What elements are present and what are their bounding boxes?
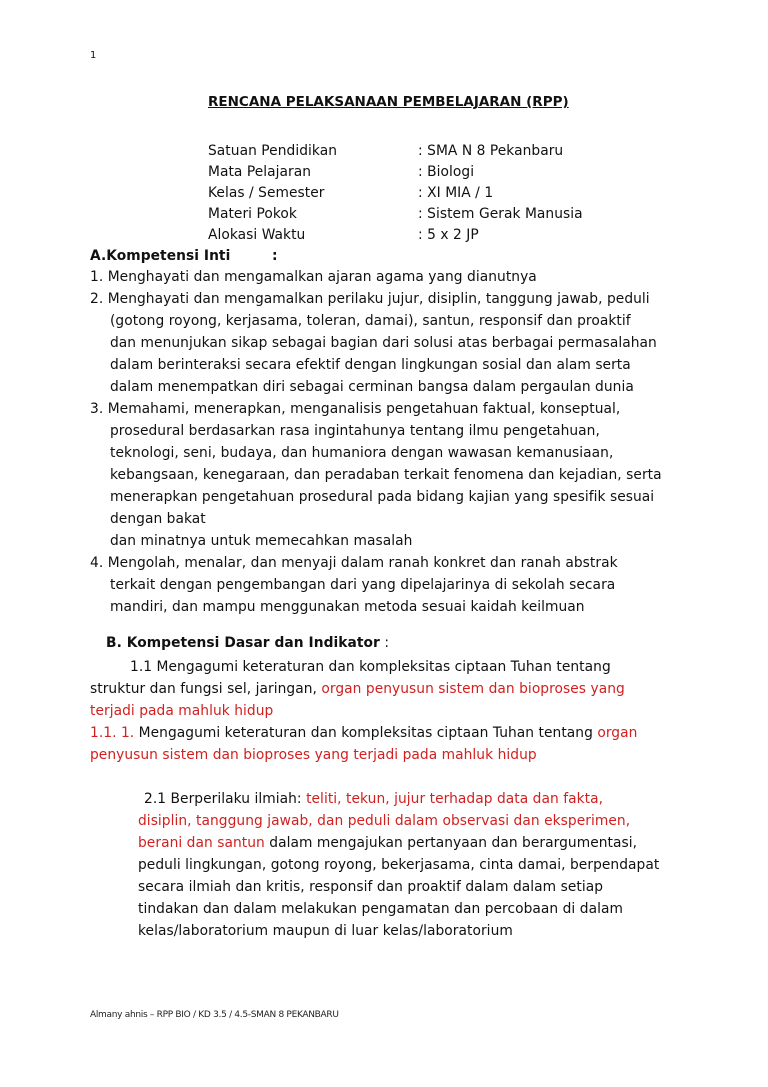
kd-1-1-line2-red: organ penyusun sistem dan bioproses yang bbox=[321, 681, 625, 697]
identity-value-subject: : Biologi bbox=[418, 164, 475, 180]
section-a-heading: A.Kompetensi Inti bbox=[90, 248, 231, 264]
ki-line: 1. Menghayati dan mengamalkan ajaran agama yang dianutnya bbox=[90, 269, 537, 285]
kd-2-1-line5: secara ilmiah dan kritis, responsif dan proaktif dalam dalam setiap bbox=[138, 879, 604, 895]
ki-line: 2. Menghayati dan mengamalkan perilaku jujur, disiplin, tanggung jawab, peduli bbox=[90, 291, 650, 307]
ki-line: prosedural berdasarkan rasa ingintahunya tentang ilmu pengetahuan, bbox=[110, 423, 600, 439]
ki-line: dan minatnya untuk memecahkan masalah bbox=[110, 533, 413, 549]
ki-line: 3. Memahami, menerapkan, menganalisis pengetahuan faktual, konseptual, bbox=[90, 401, 621, 417]
kd-2-1-line4: peduli lingkungan, gotong royong, bekerjasama, cinta damai, berpendapat bbox=[138, 857, 660, 873]
ki-line: kebangsaan, kenegaraan, dan peradaban terkait fenomena dan kejadian, serta bbox=[110, 467, 662, 483]
kd-1-1-line2-black: struktur dan fungsi sel, jaringan, bbox=[90, 681, 322, 697]
ki-line: dalam menempatkan diri sebagai cerminan bangsa dalam pergaulan dunia bbox=[110, 379, 634, 395]
kd-2-1-line2: disiplin, tanggung jawab, dan peduli dalam observasi dan eksperimen, bbox=[138, 813, 631, 829]
kd-2-1-line1-black: 2.1 Berperilaku ilmiah: bbox=[144, 791, 307, 807]
kd-2-1-line1-red: teliti, tekun, jujur terhadap data dan fakta, bbox=[306, 791, 604, 807]
identity-label-subject: Mata Pelajaran bbox=[208, 164, 312, 180]
kd-2-1-line3 bbox=[138, 832, 637, 854]
kd-1-1-line1: 1.1 Mengagumi keteraturan dan kompleksitas ciptaan Tuhan tentang bbox=[130, 659, 611, 675]
identity-label-topic: Materi Pokok bbox=[208, 206, 297, 222]
ki-line: mandiri, dan mampu menggunakan metoda sesuai kaidah keilmuan bbox=[110, 599, 585, 615]
identity-value-topic: : Sistem Gerak Manusia bbox=[418, 206, 583, 222]
identity-value-time: : 5 x 2 JP bbox=[418, 227, 479, 243]
kd-2-1-line3-black: dalam mengajukan pertanyaan dan berargumentasi, bbox=[264, 835, 638, 851]
ki-line: dengan bakat bbox=[110, 511, 206, 527]
section-b-heading-colon: : bbox=[379, 635, 390, 651]
ki-line: (gotong royong, kerjasama, toleran, damai), santun, responsif dan proaktif bbox=[110, 313, 631, 329]
ki-line: dan menunjukan sikap sebagai bagian dari solusi atas berbagai permasalahan bbox=[110, 335, 657, 351]
identity-value-school: : SMA N 8 Pekanbaru bbox=[418, 143, 564, 159]
ki-line: teknologi, seni, budaya, dan humaniora dengan wawasan kemanusiaan, bbox=[110, 445, 614, 461]
page-footer: Almany ahnis – RPP BIO / KD 3.5 / 4.5-SMAN 8 PEKANBARU bbox=[90, 1010, 339, 1020]
ki-line: terkait dengan pengembangan dari yang dipelajarinya di sekolah secara bbox=[110, 577, 616, 593]
identity-label-time: Alokasi Waktu bbox=[208, 227, 306, 243]
page-number: 1 bbox=[90, 50, 97, 61]
kd-1-1-line3: terjadi pada mahluk hidup bbox=[90, 703, 274, 719]
kd-2-1-line6: tindakan dan dalam melakukan pengamatan dan percobaan di dalam bbox=[138, 901, 623, 917]
indicator-1-1-1-line2: penyusun sistem dan bioproses yang terjadi pada mahluk hidup bbox=[90, 747, 537, 763]
section-a-colon: : bbox=[272, 248, 278, 264]
ki-line: menerapkan pengetahuan prosedural pada bidang kajian yang spesifik sesuai bbox=[110, 489, 655, 505]
indicator-line1-red: organ bbox=[597, 725, 638, 741]
kd-2-1-line1 bbox=[144, 788, 603, 810]
kd-2-1-line3-red: berani dan santun bbox=[138, 835, 265, 851]
kd-1-1-line2 bbox=[90, 678, 625, 700]
indicator-1-1-1-line1 bbox=[90, 722, 637, 744]
identity-label-school: Satuan Pendidikan bbox=[208, 143, 337, 159]
document-title: RENCANA PELAKSANAAN PEMBELAJARAN (RPP) bbox=[208, 94, 569, 110]
section-b-heading-text: B. Kompetensi Dasar dan Indikator bbox=[106, 635, 380, 651]
indicator-number: 1.1. 1. bbox=[90, 725, 135, 741]
ki-line: dalam berinteraksi secara efektif dengan lingkungan sosial dan alam serta bbox=[110, 357, 631, 373]
kd-2-1-line7: kelas/laboratorium maupun di luar kelas/laboratorium bbox=[138, 923, 513, 939]
section-b-heading bbox=[106, 632, 389, 654]
identity-label-class: Kelas / Semester bbox=[208, 185, 325, 201]
indicator-line1-black: Mengagumi keteraturan dan kompleksitas ciptaan Tuhan tentang bbox=[134, 725, 598, 741]
identity-value-class: : XI MIA / 1 bbox=[418, 185, 494, 201]
ki-line: 4. Mengolah, menalar, dan menyaji dalam ranah konkret dan ranah abstrak bbox=[90, 555, 618, 571]
